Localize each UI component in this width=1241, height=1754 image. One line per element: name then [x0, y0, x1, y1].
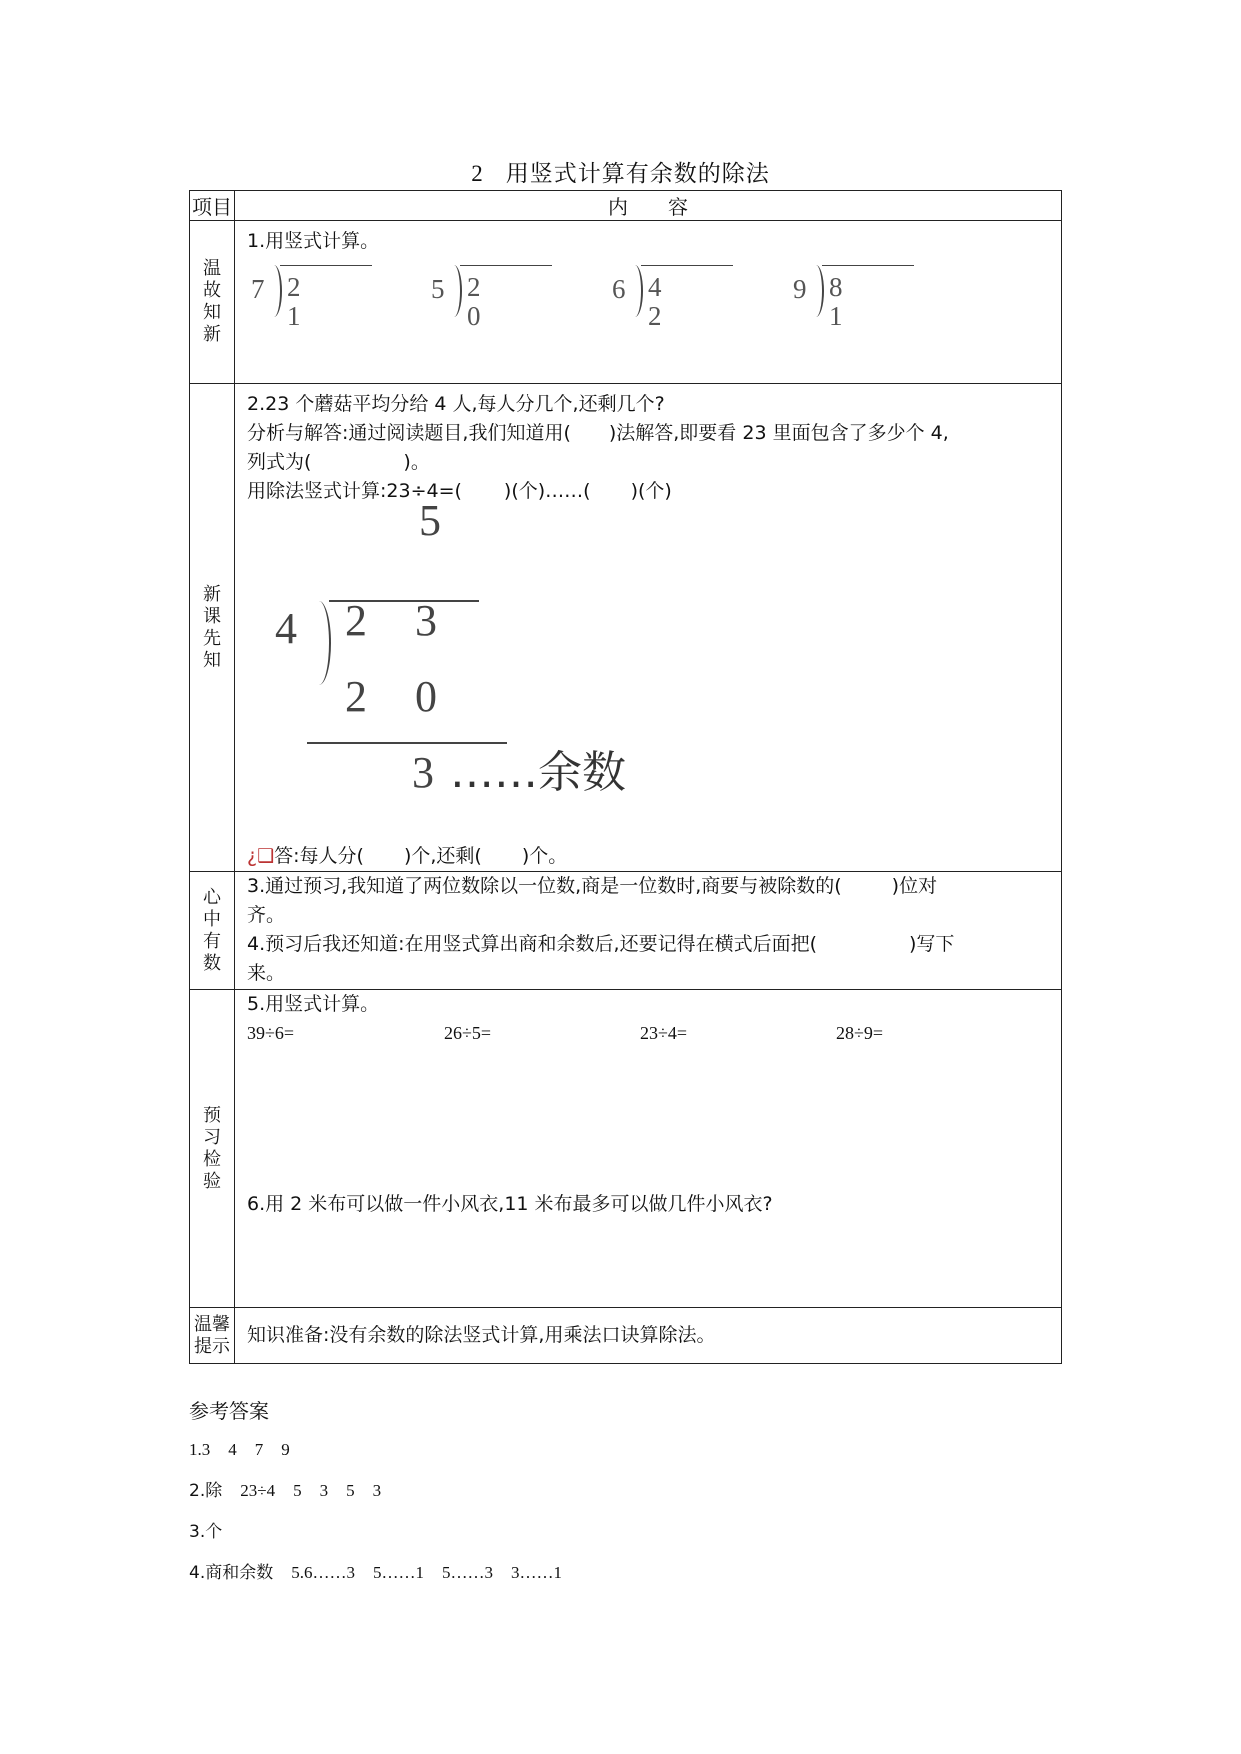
tip-content: 知识准备:没有余数的除法竖式计算,用乘法口诀算除法。 [235, 1308, 1062, 1364]
question-4-cont: 来。 [247, 962, 286, 984]
new-lesson-content [235, 384, 1062, 872]
label-review: 温 故 知 新 [190, 221, 235, 384]
calc-line: 用除法竖式计算:23÷4=( )(个)……( )(个) [247, 480, 672, 502]
review-content: 1.用竖式计算。 7 2 1 5 2 0 6 4 2 9 8 1 [235, 221, 1062, 384]
answer-heading: 参考答案 [189, 1399, 269, 1423]
product-ones: 0 [415, 672, 437, 721]
remainder-label: ……余数 [450, 747, 626, 798]
in-mind-content [235, 872, 1062, 990]
expr-2: 26÷5= [444, 1023, 492, 1043]
expression-row [247, 1019, 1051, 1048]
remainder: 3 [412, 748, 434, 797]
answer-1: 1.3 4 7 9 [189, 1440, 290, 1459]
question-4: 4.预习后我还知道:在用竖式算出商和余数后,还要记得在横式后面把( )写下 [247, 933, 955, 955]
product-tens: 2 [345, 672, 367, 721]
expr-1: 39÷6= [247, 1023, 295, 1043]
dividend-ones: 3 [415, 596, 437, 645]
question-5: 5.用竖式计算。 [247, 993, 380, 1015]
worksheet-table [189, 190, 1062, 1364]
dividend-tens: 2 [345, 596, 367, 645]
question-2: 2.23 个蘑菇平均分给 4 人,每人分几个,还剩几个? [247, 393, 665, 415]
header-item: 项目 [190, 191, 235, 221]
header-content [235, 191, 1062, 221]
formula-line: 列式为( )。 [247, 451, 430, 473]
question-3-cont: 齐。 [247, 904, 286, 926]
answer-2: 2.除 23÷4 5 3 5 3 [189, 1481, 382, 1501]
analysis-line: 分析与解答:通过阅读题目,我们知道用( )法解答,即要看 23 里面包含了多少个 4, [247, 422, 949, 444]
question-3: 3.通过预习,我知道了两位数除以一位数,商是一位数时,商要与被除数的( )位对 [247, 875, 938, 897]
question-1: 1.用竖式计算。 [247, 230, 380, 252]
answer-key [189, 1395, 562, 1599]
label-tip: 温馨 提示 [190, 1308, 235, 1364]
label-in-mind: 心 中 有 数 [190, 872, 235, 990]
long-division-example [247, 496, 1051, 846]
title-text: 用竖式计算有余数的除法 [505, 161, 770, 187]
header-content-b: 容 [668, 195, 688, 219]
answer-4: 4.商和余数 5.6……3 5……1 5……3 3……1 [189, 1563, 562, 1583]
quotient: 5 [419, 496, 441, 545]
answer-line: ¿❑答:每人分( )个,还剩( )个。 [247, 845, 568, 867]
worksheet-title [0, 155, 1241, 188]
expr-3: 23÷4= [640, 1023, 688, 1043]
header-content-a: 内 [608, 195, 628, 219]
answer-3: 3.个 [189, 1522, 223, 1542]
label-new-lesson: 新 课 先 知 [190, 384, 235, 872]
preview-check-content [235, 990, 1062, 1308]
question-6: 6.用 2 米布可以做一件小风衣,11 米布最多可以做几件小风衣? [247, 1193, 773, 1215]
label-preview-check: 预 习 检 验 [190, 990, 235, 1308]
expr-4: 28÷9= [836, 1023, 884, 1043]
divisor: 4 [275, 604, 297, 653]
broken-glyph-icon: ¿❑ [247, 845, 275, 867]
title-number: 2 [471, 161, 484, 186]
